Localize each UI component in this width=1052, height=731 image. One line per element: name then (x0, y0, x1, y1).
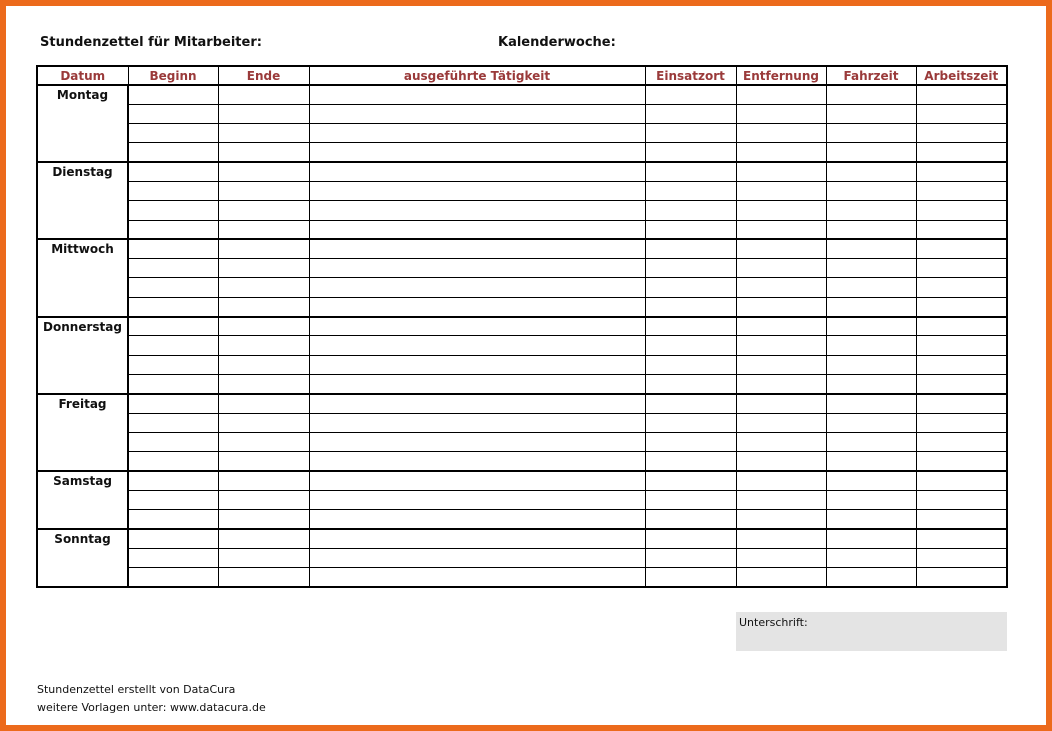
cell-ende[interactable] (218, 85, 309, 104)
cell-ende[interactable] (218, 355, 309, 374)
cell-taetigkeit[interactable] (309, 259, 645, 278)
cell-ende[interactable] (218, 336, 309, 355)
cell-arbeitszeit[interactable] (916, 374, 1007, 393)
day-label: Samstag (37, 471, 128, 529)
footer-credit: Stundenzettel erstellt von DataCura (37, 683, 236, 696)
cell-arbeitszeit[interactable] (916, 220, 1007, 239)
cell-fahrzeit[interactable] (826, 297, 916, 316)
cell-taetigkeit[interactable] (309, 529, 645, 548)
table-row (37, 529, 1007, 548)
cell-entfernung[interactable] (736, 239, 826, 258)
day-label: Dienstag (37, 162, 128, 239)
cell-beginn[interactable] (128, 297, 218, 316)
day-label: Montag (37, 85, 128, 162)
cell-beginn[interactable] (128, 143, 218, 162)
table-row (37, 239, 1007, 258)
cell-fahrzeit[interactable] (826, 143, 916, 162)
cell-entfernung[interactable] (736, 394, 826, 413)
table-row (37, 336, 1007, 355)
cell-fahrzeit[interactable] (826, 490, 916, 509)
cell-arbeitszeit[interactable] (916, 317, 1007, 336)
table-body (37, 85, 1007, 587)
cell-beginn[interactable] (128, 336, 218, 355)
cell-taetigkeit[interactable] (309, 432, 645, 451)
cell-beginn[interactable] (128, 124, 218, 143)
cell-fahrzeit[interactable] (826, 317, 916, 336)
cell-taetigkeit[interactable] (309, 394, 645, 413)
cell-ende[interactable] (218, 124, 309, 143)
cell-ende[interactable] (218, 471, 309, 490)
cell-einsatzort[interactable] (645, 124, 736, 143)
cell-fahrzeit[interactable] (826, 510, 916, 529)
cell-einsatzort[interactable] (645, 85, 736, 104)
col-header-entfernung: Entfernung (736, 66, 826, 85)
timesheet-table-wrap (36, 65, 1008, 588)
cell-beginn[interactable] (128, 452, 218, 471)
cell-fahrzeit[interactable] (826, 529, 916, 548)
day-label: Freitag (37, 394, 128, 471)
cell-arbeitszeit[interactable] (916, 490, 1007, 509)
cell-einsatzort[interactable] (645, 452, 736, 471)
cell-arbeitszeit[interactable] (916, 567, 1007, 586)
cell-ende[interactable] (218, 317, 309, 336)
cell-taetigkeit[interactable] (309, 278, 645, 297)
cell-fahrzeit[interactable] (826, 104, 916, 123)
cell-beginn[interactable] (128, 239, 218, 258)
cell-fahrzeit[interactable] (826, 374, 916, 393)
cell-taetigkeit[interactable] (309, 317, 645, 336)
cell-fahrzeit[interactable] (826, 355, 916, 374)
cell-einsatzort[interactable] (645, 317, 736, 336)
cell-taetigkeit[interactable] (309, 85, 645, 104)
cell-arbeitszeit[interactable] (916, 239, 1007, 258)
cell-beginn[interactable] (128, 374, 218, 393)
cell-ende[interactable] (218, 567, 309, 586)
cell-einsatzort[interactable] (645, 548, 736, 567)
cell-beginn[interactable] (128, 259, 218, 278)
cell-taetigkeit[interactable] (309, 374, 645, 393)
cell-einsatzort[interactable] (645, 413, 736, 432)
cell-entfernung[interactable] (736, 471, 826, 490)
cell-ende[interactable] (218, 490, 309, 509)
cell-taetigkeit[interactable] (309, 143, 645, 162)
cell-taetigkeit[interactable] (309, 124, 645, 143)
cell-taetigkeit[interactable] (309, 490, 645, 509)
cell-taetigkeit[interactable] (309, 355, 645, 374)
cell-fahrzeit[interactable] (826, 239, 916, 258)
cell-fahrzeit[interactable] (826, 259, 916, 278)
cell-arbeitszeit[interactable] (916, 413, 1007, 432)
cell-einsatzort[interactable] (645, 490, 736, 509)
cell-entfernung[interactable] (736, 201, 826, 220)
table-row (37, 259, 1007, 278)
table-row (37, 317, 1007, 336)
cell-taetigkeit[interactable] (309, 201, 645, 220)
cell-einsatzort[interactable] (645, 394, 736, 413)
cell-arbeitszeit[interactable] (916, 432, 1007, 451)
cell-beginn[interactable] (128, 567, 218, 586)
cell-fahrzeit[interactable] (826, 452, 916, 471)
cell-arbeitszeit[interactable] (916, 548, 1007, 567)
cell-entfernung[interactable] (736, 510, 826, 529)
cell-entfernung[interactable] (736, 85, 826, 104)
table-row (37, 85, 1007, 104)
day-label: Mittwoch (37, 239, 128, 316)
col-header-arbeitszeit: Arbeitszeit (916, 66, 1007, 85)
cell-beginn[interactable] (128, 548, 218, 567)
cell-beginn[interactable] (128, 394, 218, 413)
day-label: Donnerstag (37, 317, 128, 394)
table-row (37, 510, 1007, 529)
cell-fahrzeit[interactable] (826, 85, 916, 104)
cell-einsatzort[interactable] (645, 220, 736, 239)
cell-einsatzort[interactable] (645, 374, 736, 393)
table-row (37, 220, 1007, 239)
cell-einsatzort[interactable] (645, 529, 736, 548)
cell-einsatzort[interactable] (645, 336, 736, 355)
cell-arbeitszeit[interactable] (916, 452, 1007, 471)
cell-fahrzeit[interactable] (826, 336, 916, 355)
cell-taetigkeit[interactable] (309, 104, 645, 123)
cell-taetigkeit[interactable] (309, 336, 645, 355)
cell-taetigkeit[interactable] (309, 510, 645, 529)
cell-entfernung[interactable] (736, 548, 826, 567)
cell-ende[interactable] (218, 413, 309, 432)
cell-taetigkeit[interactable] (309, 220, 645, 239)
col-header-beginn: Beginn (128, 66, 218, 85)
cell-ende[interactable] (218, 181, 309, 200)
cell-arbeitszeit[interactable] (916, 143, 1007, 162)
cell-arbeitszeit[interactable] (916, 259, 1007, 278)
cell-fahrzeit[interactable] (826, 220, 916, 239)
cell-ende[interactable] (218, 548, 309, 567)
cell-beginn[interactable] (128, 162, 218, 181)
cell-arbeitszeit[interactable] (916, 124, 1007, 143)
cell-entfernung[interactable] (736, 413, 826, 432)
cell-entfernung[interactable] (736, 452, 826, 471)
table-row (37, 181, 1007, 200)
cell-arbeitszeit[interactable] (916, 162, 1007, 181)
table-row (37, 278, 1007, 297)
cell-entfernung[interactable] (736, 181, 826, 200)
cell-beginn[interactable] (128, 413, 218, 432)
cell-fahrzeit[interactable] (826, 162, 916, 181)
cell-einsatzort[interactable] (645, 259, 736, 278)
table-row (37, 124, 1007, 143)
cell-taetigkeit[interactable] (309, 239, 645, 258)
cell-einsatzort[interactable] (645, 567, 736, 586)
cell-arbeitszeit[interactable] (916, 85, 1007, 104)
cell-arbeitszeit[interactable] (916, 471, 1007, 490)
table-row (37, 143, 1007, 162)
cell-ende[interactable] (218, 374, 309, 393)
table-row (37, 374, 1007, 393)
table-row (37, 297, 1007, 316)
cell-ende[interactable] (218, 143, 309, 162)
cell-taetigkeit[interactable] (309, 471, 645, 490)
table-row (37, 394, 1007, 413)
cell-entfernung[interactable] (736, 220, 826, 239)
cell-arbeitszeit[interactable] (916, 297, 1007, 316)
table-header-row (37, 66, 1007, 85)
cell-fahrzeit[interactable] (826, 201, 916, 220)
cell-beginn[interactable] (128, 355, 218, 374)
cell-ende[interactable] (218, 239, 309, 258)
cell-entfernung[interactable] (736, 490, 826, 509)
calendar-week-title: Kalenderwoche: (498, 35, 616, 50)
cell-taetigkeit[interactable] (309, 567, 645, 586)
cell-entfernung[interactable] (736, 259, 826, 278)
cell-taetigkeit[interactable] (309, 181, 645, 200)
cell-entfernung[interactable] (736, 336, 826, 355)
cell-arbeitszeit[interactable] (916, 104, 1007, 123)
cell-entfernung[interactable] (736, 529, 826, 548)
cell-fahrzeit[interactable] (826, 471, 916, 490)
cell-entfernung[interactable] (736, 297, 826, 316)
cell-fahrzeit[interactable] (826, 394, 916, 413)
cell-taetigkeit[interactable] (309, 297, 645, 316)
cell-ende[interactable] (218, 297, 309, 316)
cell-ende[interactable] (218, 529, 309, 548)
timesheet-page (6, 6, 1046, 725)
cell-arbeitszeit[interactable] (916, 181, 1007, 200)
cell-beginn[interactable] (128, 510, 218, 529)
cell-taetigkeit[interactable] (309, 452, 645, 471)
employee-title: Stundenzettel für Mitarbeiter: (40, 35, 262, 50)
cell-beginn[interactable] (128, 104, 218, 123)
cell-entfernung[interactable] (736, 567, 826, 586)
cell-einsatzort[interactable] (645, 104, 736, 123)
cell-fahrzeit[interactable] (826, 548, 916, 567)
cell-ende[interactable] (218, 220, 309, 239)
cell-taetigkeit[interactable] (309, 162, 645, 181)
table-row (37, 201, 1007, 220)
cell-ende[interactable] (218, 278, 309, 297)
cell-arbeitszeit[interactable] (916, 336, 1007, 355)
cell-einsatzort[interactable] (645, 510, 736, 529)
cell-fahrzeit[interactable] (826, 567, 916, 586)
cell-beginn[interactable] (128, 85, 218, 104)
cell-fahrzeit[interactable] (826, 124, 916, 143)
cell-ende[interactable] (218, 201, 309, 220)
cell-entfernung[interactable] (736, 432, 826, 451)
col-header-fahrzeit: Fahrzeit (826, 66, 916, 85)
cell-entfernung[interactable] (736, 317, 826, 336)
cell-einsatzort[interactable] (645, 355, 736, 374)
signature-label: Unterschrift: (739, 616, 808, 629)
table-row (37, 413, 1007, 432)
cell-fahrzeit[interactable] (826, 432, 916, 451)
cell-ende[interactable] (218, 394, 309, 413)
cell-taetigkeit[interactable] (309, 413, 645, 432)
cell-beginn[interactable] (128, 201, 218, 220)
cell-fahrzeit[interactable] (826, 278, 916, 297)
col-header-taetigkeit: ausgeführte Tätigkeit (309, 66, 645, 85)
cell-arbeitszeit[interactable] (916, 201, 1007, 220)
cell-einsatzort[interactable] (645, 278, 736, 297)
cell-ende[interactable] (218, 162, 309, 181)
col-header-ende: Ende (218, 66, 309, 85)
cell-einsatzort[interactable] (645, 181, 736, 200)
cell-arbeitszeit[interactable] (916, 510, 1007, 529)
cell-ende[interactable] (218, 432, 309, 451)
table-row (37, 432, 1007, 451)
cell-arbeitszeit[interactable] (916, 278, 1007, 297)
cell-einsatzort[interactable] (645, 143, 736, 162)
cell-beginn[interactable] (128, 490, 218, 509)
cell-einsatzort[interactable] (645, 201, 736, 220)
cell-beginn[interactable] (128, 471, 218, 490)
cell-beginn[interactable] (128, 220, 218, 239)
cell-entfernung[interactable] (736, 374, 826, 393)
timesheet-table (36, 65, 1008, 588)
table-row (37, 355, 1007, 374)
cell-entfernung[interactable] (736, 355, 826, 374)
cell-entfernung[interactable] (736, 278, 826, 297)
table-row (37, 452, 1007, 471)
cell-arbeitszeit[interactable] (916, 355, 1007, 374)
cell-entfernung[interactable] (736, 124, 826, 143)
cell-ende[interactable] (218, 510, 309, 529)
cell-ende[interactable] (218, 259, 309, 278)
cell-fahrzeit[interactable] (826, 181, 916, 200)
cell-taetigkeit[interactable] (309, 548, 645, 567)
cell-beginn[interactable] (128, 317, 218, 336)
cell-beginn[interactable] (128, 181, 218, 200)
cell-beginn[interactable] (128, 432, 218, 451)
cell-einsatzort[interactable] (645, 297, 736, 316)
day-label: Sonntag (37, 529, 128, 587)
col-header-datum: Datum (37, 66, 128, 85)
col-header-einsatzort: Einsatzort (645, 66, 736, 85)
cell-beginn[interactable] (128, 529, 218, 548)
cell-einsatzort[interactable] (645, 162, 736, 181)
cell-einsatzort[interactable] (645, 239, 736, 258)
cell-beginn[interactable] (128, 278, 218, 297)
cell-arbeitszeit[interactable] (916, 394, 1007, 413)
table-row (37, 548, 1007, 567)
signature-field[interactable] (736, 612, 1007, 651)
cell-einsatzort[interactable] (645, 432, 736, 451)
cell-entfernung[interactable] (736, 162, 826, 181)
footer-more-templates: weitere Vorlagen unter: www.datacura.de (37, 701, 266, 714)
table-row (37, 104, 1007, 123)
table-row (37, 162, 1007, 181)
cell-fahrzeit[interactable] (826, 413, 916, 432)
cell-arbeitszeit[interactable] (916, 529, 1007, 548)
cell-ende[interactable] (218, 452, 309, 471)
table-row (37, 490, 1007, 509)
cell-einsatzort[interactable] (645, 471, 736, 490)
table-row (37, 567, 1007, 586)
cell-ende[interactable] (218, 104, 309, 123)
cell-entfernung[interactable] (736, 104, 826, 123)
table-row (37, 471, 1007, 490)
cell-entfernung[interactable] (736, 143, 826, 162)
